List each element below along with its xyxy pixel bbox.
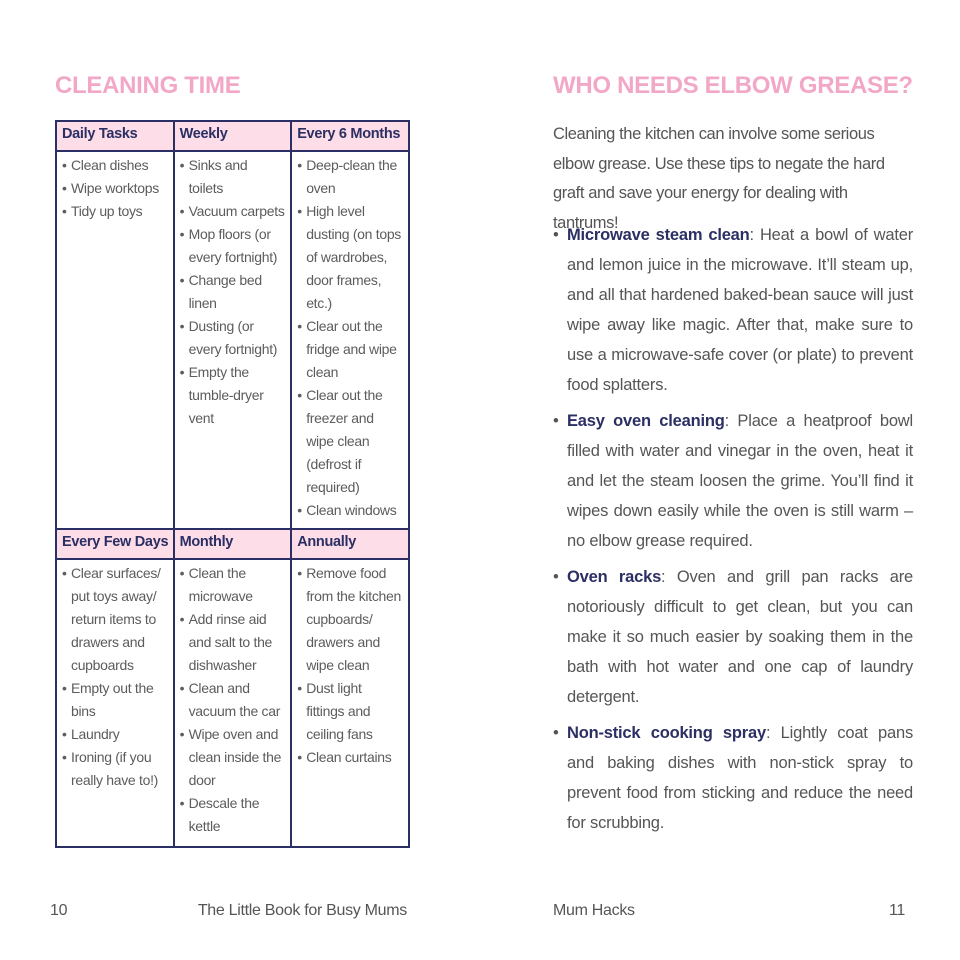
list-item: • Clean dishes	[62, 154, 168, 177]
right-page	[480, 0, 960, 960]
page-number-right: 11	[888, 902, 905, 919]
tip-text: : Place a heatproof bowl filled with water and vinegar in the oven, heat it and let the steam loosen the grime. You’ll find it wipes down easily while the oven is still warm – no elbow grease required.	[567, 412, 913, 550]
header-weekly: Weekly	[174, 121, 292, 151]
task-list	[297, 562, 403, 769]
table-header-row	[56, 121, 409, 151]
header-every-6-months: Every 6 Months	[291, 121, 409, 151]
cell-annually	[291, 559, 409, 847]
tips-list	[553, 220, 913, 844]
list-item: • Tidy up toys	[62, 200, 168, 223]
cell-daily-tasks	[56, 151, 174, 529]
list-item: • Deep-clean the oven	[297, 154, 403, 200]
cleaning-schedule-table	[55, 120, 410, 848]
list-item: • Clean the microwave	[180, 562, 286, 608]
list-item: • Dusting (or every fortnight)	[180, 315, 286, 361]
list-item: • Wipe oven and clean inside the door	[180, 723, 286, 792]
list-item: • Clear out the freezer and wipe clean (defrost if required)	[297, 384, 403, 499]
list-item: • Remove food from the kitchen cupboards/ drawers and wipe clean	[297, 562, 403, 677]
tip-text: : Oven and grill pan racks are notoriously difficult to get clean, but you can make it so much easier by soaking them in the bath with hot water and one cap of laundry detergent.	[567, 568, 913, 706]
list-item: • Mop floors (or every fortnight)	[180, 223, 286, 269]
tip-item	[553, 220, 913, 400]
page-number-left: 10	[50, 902, 68, 919]
intro-paragraph: Cleaning the kitchen can involve some serious elbow grease. Use these tips to negate the hard graft and save your energy for dealing with tantrums!	[553, 125, 885, 232]
list-item: • Vacuum carpets	[180, 200, 286, 223]
list-item: • Clean windows	[297, 499, 403, 522]
list-item: • Wipe worktops	[62, 177, 168, 200]
tip-title: Oven racks	[567, 568, 662, 586]
list-item: • Clean curtains	[297, 746, 403, 769]
left-page-heading: CLEANING TIME	[55, 72, 241, 99]
list-item: • Clean and vacuum the car	[180, 677, 286, 723]
header-annually: Annually	[291, 529, 409, 559]
cell-every-6-months	[291, 151, 409, 529]
list-item: • Sinks and toilets	[180, 154, 286, 200]
list-item: • High level dusting (on tops of wardrobes, door frames, etc.)	[297, 200, 403, 315]
list-item: • Change bed linen	[180, 269, 286, 315]
header-daily-tasks: Daily Tasks	[56, 121, 174, 151]
tip-item	[553, 718, 913, 838]
list-item: • Empty the tumble-dryer vent	[180, 361, 286, 430]
task-list	[62, 154, 168, 223]
list-item: • Descale the kettle	[180, 792, 286, 838]
table-header-row	[56, 529, 409, 559]
tip-item	[553, 562, 913, 712]
cell-every-few-days	[56, 559, 174, 847]
list-item: • Clear out the fridge and wipe clean	[297, 315, 403, 384]
list-item: • Clear surfaces/ put toys away/ return items to drawers and cupboards	[62, 562, 168, 677]
tip-title: Microwave steam clean	[567, 226, 750, 244]
header-every-few-days: Every Few Days	[56, 529, 174, 559]
tip-text: : Heat a bowl of water and lemon juice in the microwave. It’ll steam up, and all that hardened baked-bean sauce will just wipe away like magic. After that, make sure to use a microwave-safe cover (or plate) to prevent food splatters.	[567, 226, 913, 394]
table-row	[56, 559, 409, 847]
footer-book-title: The Little Book for Busy Mums	[197, 902, 407, 919]
list-item: • Dust light fittings and ceiling fans	[297, 677, 403, 746]
list-item: • Empty out the bins	[62, 677, 168, 723]
table-row	[56, 151, 409, 529]
list-item: • Ironing (if you really have to!)	[62, 746, 168, 792]
header-monthly: Monthly	[174, 529, 292, 559]
list-item: • Laundry	[62, 723, 168, 746]
task-list	[297, 154, 403, 522]
task-list	[62, 562, 168, 792]
tip-title: Easy oven cleaning	[567, 412, 725, 430]
tip-title: Non-stick cooking spray	[567, 724, 766, 742]
task-list	[180, 154, 286, 430]
list-item: • Add rinse aid and salt to the dishwasher	[180, 608, 286, 677]
tip-item	[553, 406, 913, 556]
cell-monthly	[174, 559, 292, 847]
right-page-heading: WHO NEEDS ELBOW GREASE?	[553, 72, 913, 99]
footer-chapter-title: Mum Hacks	[553, 902, 635, 919]
cell-weekly	[174, 151, 292, 529]
tip-text: : Lightly coat pans and baking dishes with non-stick spray to prevent food from sticking and reduce the need for scrubbing.	[567, 724, 913, 832]
task-list	[180, 562, 286, 838]
